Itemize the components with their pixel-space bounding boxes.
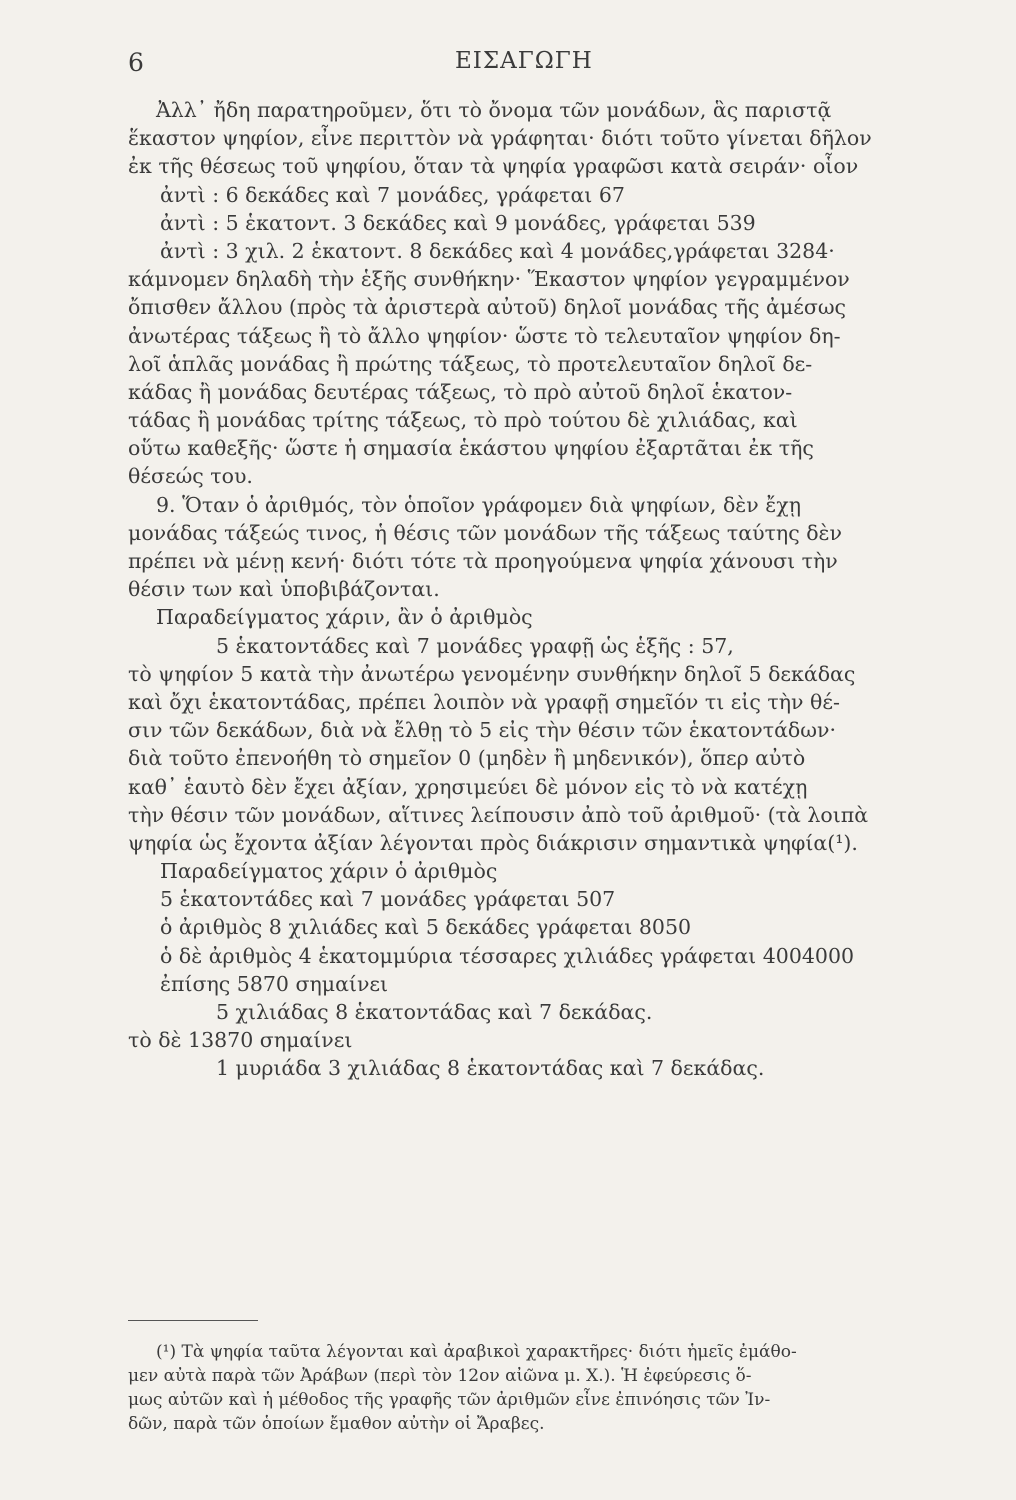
text-line: τὸ ψηφίον 5 κατὰ τὴν ἀνωτέρω γενομένην συνθήκην δηλοῖ 5 δεκάδας: [128, 661, 856, 686]
text-line: 1 μυριάδα 3 χιλιάδας 8 ἑκατοντάδας καὶ 7 δεκάδας.: [216, 1056, 765, 1081]
text-line: οὕτω καθεξῆς· ὥστε ἡ σημασία ἑκάστου ψηφίου ἐξαρτᾶται ἐκ τῆς: [128, 436, 814, 461]
page-number: 6: [128, 48, 144, 77]
text-line: θέσεώς του.: [128, 464, 253, 489]
text-line: κάδας ἢ μονάδας δευτέρας τάξεως, τὸ πρὸ αὐτοῦ δηλοῖ ἑκατον-: [128, 379, 793, 404]
text-line: θέσιν των καὶ ὑποβιβάζονται.: [128, 577, 440, 602]
text-line: ἀντὶ : 6 δεκάδες καὶ 7 μονάδες, γράφεται 67: [160, 182, 625, 207]
text-line: λοῖ ἁπλᾶς μονάδας ἢ πρώτης τάξεως, τὸ προτελευταῖον δηλοῖ δε-: [128, 351, 813, 376]
text-line: ἀνωτέρας τάξεως ἢ τὸ ἄλλο ψηφίον· ὥστε τὸ τελευταῖον ψηφίον δη-: [128, 323, 841, 348]
page-header: [0, 48, 1016, 84]
text-line: ἐκ τῆς θέσεως τοῦ ψηφίου, ὅταν τὰ ψηφία γραφῶσι κατὰ σειράν· οἷον: [128, 154, 859, 179]
text-line: ἕκαστον ψηφίον, εἶνε περιττὸν νὰ γράφηται· διότι τοῦτο γίνεται δῆλον: [128, 126, 872, 151]
text-line: ὄπισθεν ἄλλου (πρὸς τὰ ἀριστερὰ αὐτοῦ) δηλοῖ μονάδας τῆς ἀμέσως: [128, 295, 847, 320]
text-line: καὶ ὄχι ἑκατοντάδας, πρέπει λοιπὸν νὰ γραφῇ σημεῖόν τι εἰς τὴν θέ-: [128, 689, 840, 714]
footnote-line: (¹) Τὰ ψηφία ταῦτα λέγονται καὶ ἀραβικοὶ χαρακτῆρες· διότι ἡμεῖς ἐμάθο-: [156, 1342, 797, 1362]
footnote-line: μεν αὐτὰ παρὰ τῶν Ἀράβων (περὶ τὸν 12ον αἰῶνα μ. Χ.). Ἡ ἐφεύρεσις ὅ-: [128, 1366, 752, 1386]
text-line: τὸ δὲ 13870 σημαίνει: [128, 1028, 353, 1053]
text-line: τὴν θέσιν τῶν μονάδων, αἵτινες λείπουσιν ἀπὸ τοῦ ἀριθμοῦ· (τὰ λοιπὰ: [128, 802, 869, 827]
text-line: ὁ δὲ ἀριθμὸς 4 ἑκατομμύρια τέσσαρες χιλιάδες γράφεται 4004000: [160, 943, 855, 968]
body-text: [128, 96, 948, 1083]
text-line: ἐπίσης 5870 σημαίνει: [160, 971, 389, 996]
footnote: [128, 1340, 948, 1436]
text-line: ὁ ἀριθμὸς 8 χιλιάδες καὶ 5 δεκάδες γράφεται 8050: [160, 915, 692, 940]
text-line: διὰ τοῦτο ἐπενοήθη τὸ σημεῖον 0 (μηδὲν ἢ μηδενικόν), ὅπερ αὐτὸ: [128, 746, 806, 771]
text-line: καθ᾽ ἑαυτὸ δὲν ἔχει ἀξίαν, χρησιμεύει δὲ μόνον εἰς τὸ νὰ κατέχῃ: [128, 774, 808, 799]
text-line: 9. Ὅταν ὁ ἀριθμός, τὸν ὁποῖον γράφομεν διὰ ψηφίων, δὲν ἔχῃ: [156, 492, 801, 517]
text-line: 5 χιλιάδας 8 ἑκατοντάδας καὶ 7 δεκάδας.: [216, 1000, 653, 1024]
text-line: κάμνομεν δηλαδὴ τὴν ἑξῆς συνθήκην· Ἕκαστον ψηφίον γεγραμμένον: [128, 267, 850, 292]
text-line: ἀντὶ : 5 ἑκατοντ. 3 δεκάδες καὶ 9 μονάδες, γράφεται 539: [160, 210, 756, 235]
text-line: τάδας ἢ μονάδας τρίτης τάξεως, τὸ πρὸ τούτου δὲ χιλιάδας, καὶ: [128, 408, 798, 433]
text-line: σιν τῶν δεκάδων, διὰ νὰ ἔλθῃ τὸ 5 εἰς τὴν θέσιν τῶν ἑκατοντάδων·: [128, 718, 836, 743]
text-line: πρέπει νὰ μένῃ κενή· διότι τότε τὰ προηγούμενα ψηφία χάνουσι τὴν: [128, 549, 838, 573]
text-line: Παραδείγματος χάριν ὁ ἀριθμὸς: [160, 859, 498, 884]
footnote-line: μως αὐτῶν καὶ ἡ μέθοδος τῆς γραφῆς τῶν ἀριθμῶν εἶνε ἐπινόησις τῶν Ἰν-: [128, 1390, 771, 1410]
text-line: Ἀλλ᾽ ἤδη παρατηροῦμεν, ὅτι τὸ ὄνομα τῶν μονάδων, ἃς παριστᾷ: [156, 98, 832, 122]
footnote-divider: [128, 1320, 258, 1321]
text-line: 5 ἑκατοντάδες καὶ 7 μονάδες γράφεται 507: [160, 887, 616, 912]
running-title: ΕΙΣΑΓΩΓΗ: [455, 48, 593, 74]
text-line: Παραδείγματος χάριν, ἂν ὁ ἀριθμὸς: [156, 605, 533, 630]
text-line: 5 ἑκατοντάδες καὶ 7 μονάδες γραφῇ ὡς ἑξῆς : 57,: [216, 633, 734, 658]
footnote-line: δῶν, παρὰ τῶν ὁποίων ἔμαθον αὐτὴν οἱ Ἄραβες.: [128, 1414, 545, 1434]
text-line: ψηφία ὡς ἔχοντα ἀξίαν λέγονται πρὸς διάκρισιν σημαντικὰ ψηφία(¹).: [128, 830, 858, 855]
text-line: ἀντὶ : 3 χιλ. 2 ἑκατοντ. 8 δεκάδες καὶ 4 μονάδες,γράφεται 3284·: [160, 238, 835, 263]
text-line: μονάδας τάξεώς τινος, ἡ θέσις τῶν μονάδων τῆς τάξεως ταύτης δὲν: [128, 520, 842, 545]
